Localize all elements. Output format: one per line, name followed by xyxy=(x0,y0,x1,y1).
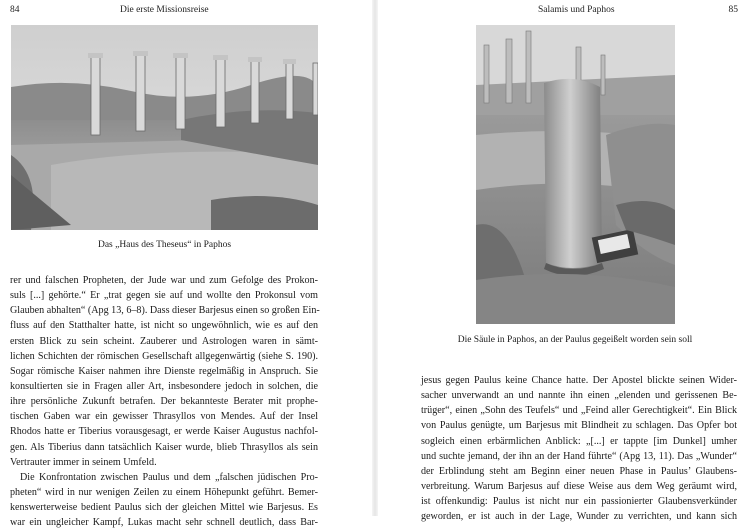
right-page xyxy=(375,0,750,523)
page-number: 84 xyxy=(10,5,20,15)
left-page xyxy=(0,0,375,529)
text-line: ersten Blick zu sein scheint. Zauberer und Astrologen waren in sämt- xyxy=(10,335,318,347)
text-line: Vertrauter immer in seinem Umfeld. xyxy=(10,456,157,468)
text-line: lichen Schichten der römischen Gesellschaft allgegenwärtig (siehe S. 190). xyxy=(10,350,318,362)
text-line: konsultierten sie in Fragen aller Art, insbesondere jedoch in solchen, die xyxy=(10,380,318,392)
text-line: war ein ungleicher Kampf, Lukas macht sehr schnell deutlich, dass Bar- xyxy=(10,517,318,529)
text-line: Rhodos hatte er Tiberius vorausgesagt, er werde Kaiser Augustus nachfol- xyxy=(10,426,318,438)
ruins-photo xyxy=(11,25,318,230)
page-number: 85 xyxy=(728,5,738,15)
text-line: gen. Als Tiberius dann tatsächlich Kaiser wurde, blieb Thrasyllos als sein xyxy=(10,441,318,453)
text-line: und suchte jemand, der ihn an der Hand führte“ (Apg 13, 11). Das „Wunder“ xyxy=(421,450,737,462)
text-line: ihre persönliche Zukunft betrafen. Der bekannteste Berater mit prophe- xyxy=(10,396,318,408)
text-line: von Paulus genügte, um Barjesus mit Blindheit zu schlagen. Das Opfer bot xyxy=(421,420,737,432)
text-line: jesus gegen Paulus keine Chance hatte. Der Apostel blickte seinen Wider- xyxy=(421,375,737,386)
photo-caption: Das „Haus des Theseus“ in Paphos xyxy=(97,240,232,250)
running-title: Die erste Missionsreise xyxy=(120,5,209,15)
column-photo xyxy=(476,25,675,324)
text-line: verbreitung. Warum Barjesus auf diese Weise aus dem Weg geräumt wird, xyxy=(421,480,737,492)
text-line: kenswerterweise bedient Paulus sich der gleichen Mittel wie Barjesus. Es xyxy=(10,502,318,514)
photo-caption: Die Säule in Paphos, an der Paulus gegeißelt worden sein soll xyxy=(457,335,693,345)
text-line: ist offenkundig: Paulus ist nicht nur ein passionierter Glaubensverkünder xyxy=(421,496,737,508)
body-text xyxy=(10,273,318,530)
text-line: suls [...] gehörte.“ Er „trat gegen sie auf und wollte den Prokonsul vom xyxy=(10,290,318,302)
running-title: Salamis und Paphos xyxy=(538,5,615,15)
text-line: pheten“ wird in nur wenigen Zeilen zu einem Höhepunkt geführt. Bemer- xyxy=(10,486,318,498)
text-line: geworden, er ist auch in der Lage, Wunder zu verrichten, und kann sich xyxy=(421,511,737,523)
text-line: der Erblindung steht am Beginn einer neuen Phase in Paulus’ Glaubens- xyxy=(421,465,737,477)
text-line: Die Konfrontation zwischen Paulus und dem „falschen jüdischen Pro- xyxy=(20,471,318,483)
text-line: trüger“, einen „Sohn des Teufels“ und „Feind aller Gerechtigkeit“. Ein Blick xyxy=(421,405,737,417)
text-line: Sogar römische Kaiser nahmen ihre Dienste regelmäßig in Anspruch. Sie xyxy=(10,365,318,377)
body-text xyxy=(421,373,737,524)
text-line: sacher unverwandt an und nannte ihn einen „elenden und gerissenen Be- xyxy=(421,390,737,402)
text-line: Glauben abhalten“ (Apg 13, 6–8). Dass dieser Barjesus einen so großen Ein- xyxy=(10,305,320,317)
text-line: rer und falschen Propheten, der Jude war und zum Gefolge des Prokon- xyxy=(10,275,318,286)
text-line: fluss auf den Statthalter hatte, ist nicht so ungewöhnlich, wie es auf den xyxy=(10,320,318,332)
text-line: tischen Gaben war ein gewisser Thrasyllos von Mendes. Auf der Insel xyxy=(10,411,318,423)
text-line: sogleich einen erbärmlichen Anblick: „[...] er tappte [im Dunkel] umher xyxy=(421,435,737,447)
